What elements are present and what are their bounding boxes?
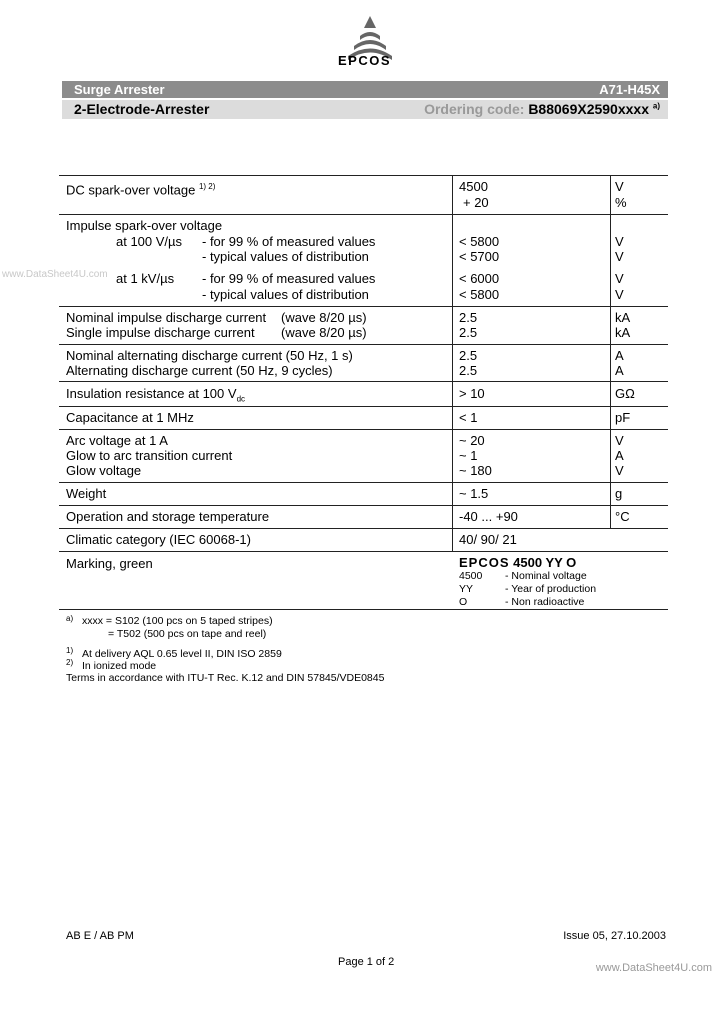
impulse-a2: - typical values of distribution [202, 249, 369, 264]
table-line [59, 214, 668, 215]
discharge-l2-wave: (wave 8/20 µs) [281, 325, 367, 340]
impulse-b2: - typical values of distribution [202, 287, 369, 302]
alternating-v1: 2.5 [459, 348, 478, 363]
dc-value: 4500 [459, 179, 488, 194]
subtitle: 2-Electrode-Arrester [74, 101, 210, 117]
note-a2: = T502 (500 pcs on tape and reel) [108, 628, 267, 640]
note-1-mark: 1) [66, 646, 74, 655]
alternating-l1: Nominal alternating discharge current (50 Hz, 1 s) [66, 348, 353, 363]
watermark-bottom: www.DataSheet4U.com [595, 962, 712, 974]
note-2-mark: 2) [66, 658, 74, 667]
alternating-unit: A [615, 348, 624, 363]
weight-value: ~ 1.5 [459, 486, 489, 501]
discharge-unit: kA [615, 325, 631, 340]
impulse-unit: V [615, 271, 624, 286]
note-a1: xxxx = S102 (100 pcs on 5 taped stripes) [82, 615, 273, 627]
note-2: In ionized mode [82, 660, 157, 672]
table-line [59, 505, 668, 506]
ordering-note: a) [652, 101, 660, 111]
discharge-v2: 2.5 [459, 325, 478, 340]
insulation-value: > 10 [459, 386, 485, 401]
arc-u1: V [615, 433, 624, 448]
watermark-left: www.DataSheet4U.com [2, 269, 108, 280]
arc-v3: ~ 180 [459, 463, 492, 478]
subtitle-bar [62, 100, 668, 119]
temperature-unit: °C [615, 509, 630, 524]
title-bar [62, 81, 668, 98]
temperature-label: Operation and storage temperature [66, 509, 270, 524]
table-line [59, 609, 668, 610]
arc-u2: A [615, 448, 624, 463]
marking-key-3: O [459, 596, 468, 608]
table-line [59, 381, 668, 382]
impulse-unit: V [615, 287, 624, 302]
marking-brand: EPCOS [459, 555, 510, 570]
arc-l3: Glow voltage [66, 463, 142, 478]
impulse-b1-value: < 6000 [459, 271, 500, 286]
marking-label: Marking, green [66, 556, 153, 571]
table-line [59, 175, 668, 176]
marking-key-1: 4500 [459, 570, 483, 582]
arc-v1: ~ 20 [459, 433, 485, 448]
impulse-a-label: at 100 V/µs [116, 234, 183, 249]
alternating-unit: A [615, 363, 624, 378]
capacitance-unit: pF [615, 410, 631, 425]
impulse-unit: V [615, 249, 624, 264]
marking-desc-2: - Year of production [505, 583, 597, 595]
weight-unit: g [615, 486, 623, 501]
page-number: Page 1 of 2 [338, 956, 395, 968]
table-line [59, 551, 668, 552]
impulse-b-label: at 1 kV/µs [116, 271, 175, 286]
marking-desc-3: - Non radioactive [505, 596, 585, 608]
ordering-code: B88069X2590xxxx [528, 101, 649, 117]
dc-tolerance-unit: % [615, 195, 627, 210]
ordering-code-line [424, 101, 660, 117]
footer-right: Issue 05, 27.10.2003 [563, 930, 666, 942]
temperature-value: -40 ... +90 [459, 509, 518, 524]
table-line [59, 429, 668, 430]
impulse-b2-value: < 5800 [459, 287, 500, 302]
capacitance-value: < 1 [459, 410, 478, 425]
impulse-a2-value: < 5700 [459, 249, 500, 264]
alternating-v2: 2.5 [459, 363, 478, 378]
footer-left: AB E / AB PM [66, 930, 134, 942]
dc-tolerance: + 20 [463, 195, 489, 210]
impulse-label: Impulse spark-over voltage [66, 218, 223, 233]
ordering-label: Ordering code: [424, 101, 525, 117]
insulation-label: Insulation resistance at 100 $V_{dc}$ [66, 386, 246, 404]
table-divider [452, 175, 453, 551]
table-line [59, 528, 668, 529]
marking-key-2: YY [459, 583, 474, 595]
marking-code: EPCOS 4500 YY O [459, 555, 577, 570]
discharge-v1: 2.5 [459, 310, 478, 325]
arc-l2: Glow to arc transition current [66, 448, 233, 463]
marking-desc-1: - Nominal voltage [505, 570, 587, 582]
discharge-unit: kA [615, 310, 631, 325]
climatic-value: 40/ 90/ 21 [459, 532, 517, 547]
table-divider [610, 175, 611, 528]
impulse-a1: - for 99 % of measured values [202, 234, 376, 249]
dc-unit: V [615, 179, 624, 194]
alternating-l2: Alternating discharge current (50 Hz, 9 cycles) [66, 363, 333, 378]
table-line [59, 482, 668, 483]
table-line [59, 306, 668, 307]
impulse-a1-value: < 5800 [459, 234, 500, 249]
impulse-unit: V [615, 234, 624, 249]
dc-label: DC spark-over voltage $^{1) 2)}$ [66, 182, 216, 198]
discharge-l1-wave: (wave 8/20 µs) [281, 310, 367, 325]
table-line [59, 344, 668, 345]
product-type: Surge Arrester [74, 82, 165, 97]
weight-label: Weight [66, 486, 107, 501]
note-a-mark: a) [66, 614, 74, 623]
discharge-l1: Nominal impulse discharge current [66, 310, 267, 325]
climatic-label: Climatic category (IEC 60068-1) [66, 532, 251, 547]
insulation-unit: GΩ [615, 386, 635, 401]
note-1: At delivery AQL 0.65 level II, DIN ISO 2859 [82, 648, 282, 660]
discharge-l2: Single impulse discharge current [66, 325, 255, 340]
terms-note: Terms in accordance with ITU-T Rec. K.12 and DIN 57845/VDE0845 [66, 672, 385, 684]
arc-l1: Arc voltage at 1 A [66, 433, 168, 448]
arc-v2: ~ 1 [459, 448, 478, 463]
logo-text: EPCOS [338, 53, 392, 68]
arc-u3: V [615, 463, 624, 478]
type-code: A71-H45X [599, 82, 660, 97]
capacitance-label: Capacitance at 1 MHz [66, 410, 194, 425]
impulse-b1: - for 99 % of measured values [202, 271, 376, 286]
